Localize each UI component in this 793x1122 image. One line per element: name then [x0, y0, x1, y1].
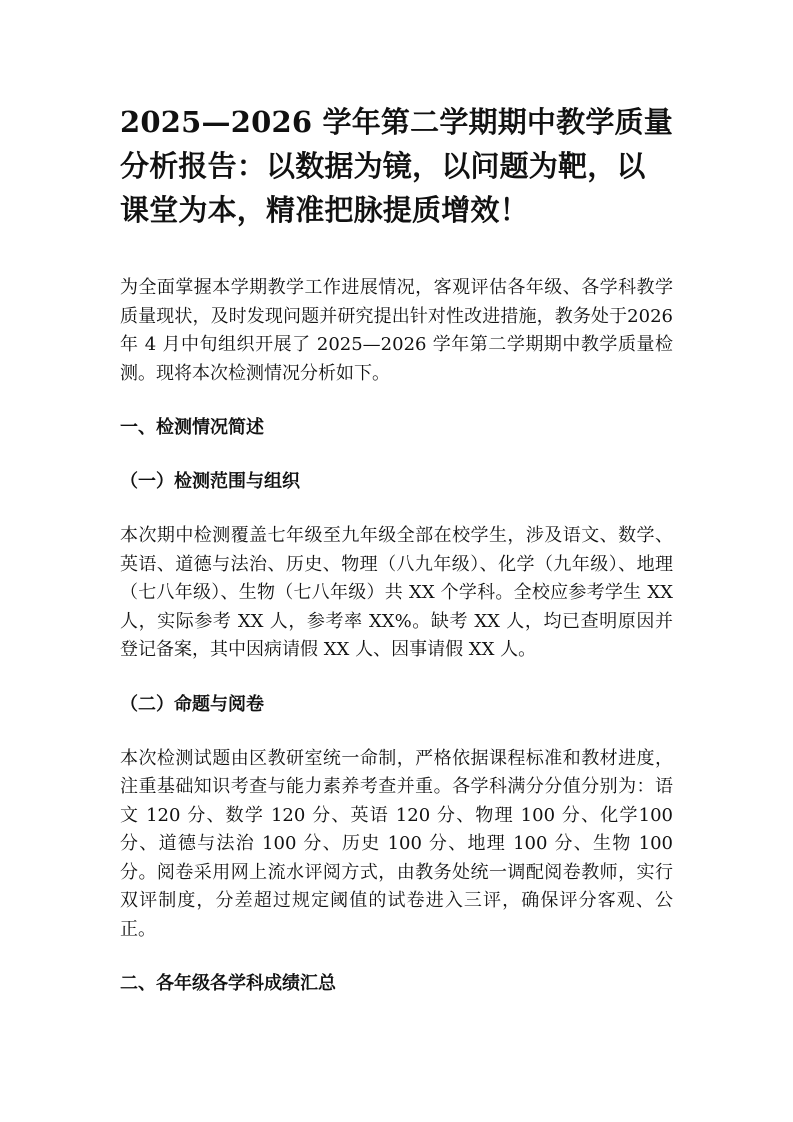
subsection-heading-1-1: （一）检测范围与组织	[120, 471, 300, 492]
subsection-heading-1-2: （二）命题与阅卷	[120, 693, 264, 715]
intro-paragraph: 为全面掌握本学期教学工作进展情况，客观评估各年级、各学科教学质量现状，及时发现问题并研究提出针对性改进措施，教务处于2026 年 4 月中旬组织开展了 2025—2026 学年第二学期期中教学质量检测。现将本次检测情况分析如下。	[120, 277, 673, 384]
paragraph-scope: 本次期中检测覆盖七年级至九年级全部在校学生，涉及语文、数学、英语、道德与法治、历史、物理（八九年级）、化学（九年级）、地理（七八年级）、生物（七八年级）共 XX 个学科。全校应参考学生 XX 人，实际参考 XX 人，参考率 XX%。缺考 XX 人，均已查明原因并登记备案，其中因病请假 XX 人、因事请假 XX 人。	[120, 525, 673, 660]
paragraph-marking: 本次检测试题由区教研室统一命制，严格依据课程标准和教材进度，注重基础知识考查与能力素养考查并重。各学科满分分值分别为：语文 120 分、数学 120 分、英语 120 分、物理 100 分、化学100 分、道德与法治 100 分、历史 100 分、地理 100 分、生物 100分。阅卷采用网上流水评阅方式，由教务处统一调配阅卷教师，实行双评制度，分差超过规定阈值的试卷进入三评，确保评分客观、公正。	[120, 747, 673, 940]
section-heading-1: 一、检测情况简述	[120, 417, 264, 438]
section-heading-2: 二、各年级各学科成绩汇总	[120, 973, 336, 994]
document-title: 2025—2026 学年第二学期期中教学质量分析报告：以数据为镜，以问题为靶，以课堂为本，精准把脉提质增效！	[120, 105, 673, 227]
